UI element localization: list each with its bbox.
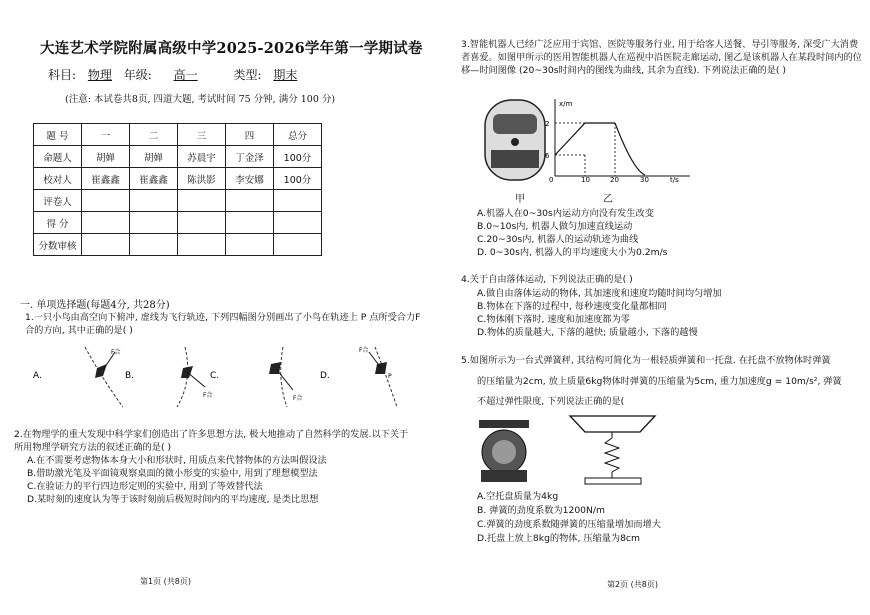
figure-b-caption: 乙: [603, 194, 613, 205]
exam-note: (注意: 本试卷共8页, 四道大题, 考试时间 75 分钟, 满分 100 分): [65, 94, 336, 105]
question-5-option-a: A.空托盘质量为4kg: [477, 491, 559, 502]
y-tick: 6: [545, 152, 550, 160]
question-2-option-c: C.在验证力的平行四边形定则的实验中, 用到了等效替代法: [27, 481, 263, 492]
score-table-cell: [274, 212, 322, 234]
score-table-cell: [226, 212, 274, 234]
question-3-option-b: B.0~10s内, 机器人做匀加速直线运动: [477, 221, 633, 232]
score-table-cell: [82, 212, 130, 234]
exam-meta: [48, 66, 305, 83]
x-tick: 30: [640, 176, 649, 184]
score-table-cell: 李安娜: [226, 168, 274, 190]
score-table-cell: 胡婵: [82, 146, 130, 168]
question-5-option-d: D.托盘上放上8kg的物体, 压缩量为8cm: [477, 533, 640, 544]
section-heading: 一. 单项选择题(每题4分, 共28分): [20, 300, 170, 311]
score-table-row: [34, 190, 322, 212]
subject-label: 科目:: [48, 68, 77, 82]
score-table-cell: [178, 190, 226, 212]
option-d-label: D.: [320, 371, 330, 381]
question-2-option-a: A.在不需要考虑物体本身大小和形状时, 用质点来代替物体的方法叫假设法: [27, 455, 327, 466]
force-label: F合: [111, 349, 121, 356]
score-table-row: [34, 124, 322, 146]
y-axis-label: x/m: [559, 100, 573, 108]
question-4-option-b: B.物体在下落的过程中, 每秒速度变化量都相同: [477, 301, 667, 312]
x-axis-label: t/s: [670, 176, 679, 184]
force-label: F合: [293, 395, 303, 402]
question-3-option-d: D. 0~30s内, 机器人的平均速度大小为0.2m/s: [477, 247, 668, 258]
score-table-cell: 二: [130, 124, 178, 146]
score-table-cell: [226, 234, 274, 256]
scale-photo-icon: [479, 420, 529, 482]
question-1-diagrams: [25, 342, 425, 412]
question-5-text-line-2b: g = 10m/s², 弹簧: [765, 376, 842, 387]
score-table-cell: 100分: [274, 168, 322, 190]
question-5-option-b: B. 弹簧的劲度系数为1200N/m: [477, 505, 605, 516]
question-5-text-line-1: 5.如图所示为一台式弹簧秤, 其结构可简化为一根轻质弹簧和一托盘. 在托盘不放物体时弹簧: [461, 355, 831, 366]
option-c-diagram: [210, 347, 302, 407]
score-table-cell: 总分: [274, 124, 322, 146]
question-4-option-c: C.物体刚下落时, 速度和加速度都为零: [477, 314, 630, 325]
grade-label: 年级:: [123, 68, 152, 82]
score-table-row-header: 分数审核: [34, 234, 82, 256]
question-5-text-line-2a: 的压缩量为2cm, 放上质量6kg物体时弹簧的压缩量为5cm, 重力加速度: [477, 376, 766, 387]
page-1-footer: 第1页 (共8页): [140, 577, 191, 586]
option-b-label: B.: [125, 371, 135, 381]
score-table-row-header: 校对人: [34, 168, 82, 190]
score-table-cell: 陈洪影: [178, 168, 226, 190]
question-5-option-c: C.弹簧的劲度系数随弹簧的压缩量增加而增大: [477, 519, 661, 530]
force-label: F合: [359, 347, 369, 354]
score-table-cell: [130, 190, 178, 212]
score-table-cell: 崔鑫鑫: [82, 168, 130, 190]
xt-line: [555, 123, 615, 155]
score-table-cell: 三: [178, 124, 226, 146]
score-table-row: [34, 146, 322, 168]
exam-title: 大连艺术学院附属高级中学2025-2026学年第一学期试卷: [40, 40, 423, 57]
option-b-diagram: [125, 347, 212, 407]
point-label: P: [388, 373, 392, 380]
question-3-option-c: C.20~30s内, 机器人的运动轨迹为曲线: [477, 234, 639, 245]
x-tick: 0: [549, 176, 554, 184]
trajectory-path: [375, 347, 397, 407]
score-table-cell: 苏晨宇: [178, 146, 226, 168]
score-table-cell: 崔鑫鑫: [130, 168, 178, 190]
page-2-footer: 第2页 (共8页): [607, 580, 658, 589]
xt-curve: [615, 123, 645, 175]
figure-a-caption: 甲: [515, 194, 525, 205]
option-c-label: C.: [210, 371, 220, 381]
score-table-row: [34, 234, 322, 256]
question-2-text: 2.在物理学的重大发现中科学家们创造出了许多思想方法, 极大地推动了自然科学的发展.以下关于所用物理学研究方法的叙述正确的是( ): [14, 429, 409, 453]
type-value: 期末: [273, 68, 298, 82]
score-table-cell: [130, 234, 178, 256]
x-tick: 10: [581, 176, 590, 184]
score-table-cell: [274, 234, 322, 256]
xt-graph: [545, 96, 695, 184]
spring-scale-figures: [475, 412, 695, 487]
type-label: 类型:: [233, 68, 262, 82]
force-arrow: [277, 370, 293, 390]
question-4-option-a: A.做自由落体运动的物体, 其加速度和速度均随时间均匀增加: [477, 288, 722, 299]
score-table-cell: 四: [226, 124, 274, 146]
score-table-cell: 丁金泽: [226, 146, 274, 168]
question-1-text: 1.一只小鸟由高空向下俯冲, 虚线为飞行轨迹, 下列四幅图分别画出了小鸟在轨迹上 P 点所受合力F合的方向, 其中正确的是( ): [25, 312, 421, 336]
score-table-row-header: 题 号: [34, 124, 82, 146]
subject-value: 物理: [87, 68, 112, 82]
question-4-text: 4.关于自由落体运动, 下列说法正确的是( ): [461, 274, 633, 285]
option-d-diagram: [320, 346, 397, 407]
option-a-label: A.: [33, 371, 42, 381]
question-2-option-b: B.借助激光笔及平面镜观察桌面的微小形变的实验中, 用到了理想模型法: [27, 468, 318, 479]
score-table-row: [34, 212, 322, 234]
score-table-row-header: 命题人: [34, 146, 82, 168]
y-tick: 2: [545, 120, 550, 128]
trajectory-path: [85, 347, 123, 407]
score-table-cell: 100分: [274, 146, 322, 168]
question-3-text: 3.智能机器人已经广泛应用于宾馆、医院等服务行业, 用于给客人送餐、导引等服务, 深受广大消费者喜爱。如图甲所示的医用智能机器人在巡视中沿医院走廊运动, 图乙是该机器人在某段时间内的位移—时间图像 (20~30s时间内的图线为曲线, 其余为直线). 下列说法正确的是( ): [461, 39, 862, 76]
score-table-cell: 胡婵: [130, 146, 178, 168]
question-5-text-line-3: 不超过弹性限度, 下列说法正确的是(: [477, 396, 625, 407]
question-4-option-d: D.物体的质量越大, 下落的越快; 质量越小, 下落的越慢: [477, 327, 698, 338]
trajectory-path: [281, 347, 287, 407]
score-table-cell: [226, 190, 274, 212]
score-table-cell: [274, 190, 322, 212]
force-label: F合: [203, 392, 213, 399]
score-table: [33, 123, 322, 256]
score-table-cell: [130, 212, 178, 234]
exam-page-2: [435, 0, 870, 615]
question-2-option-d: D.某时刻的速度认为等于该时刻前后极短时间内的平均速度, 是类比思想: [27, 494, 319, 505]
force-arrow: [369, 352, 381, 368]
spring-diagram-icon: [570, 416, 655, 484]
score-table-cell: [82, 234, 130, 256]
force-arrow: [187, 372, 205, 387]
option-a-diagram: [33, 347, 123, 407]
score-table-cell: 一: [82, 124, 130, 146]
score-table-cell: [178, 212, 226, 234]
score-table-cell: [178, 234, 226, 256]
grade-value: 高一: [173, 68, 198, 82]
question-5-text-line-2: [477, 375, 842, 388]
score-table-row-header: 评卷人: [34, 190, 82, 212]
score-table-row: [34, 168, 322, 190]
question-3-option-a: A.机器人在0~30s内运动方向没有发生改变: [477, 208, 654, 219]
score-table-cell: [82, 190, 130, 212]
score-table-row-header: 得 分: [34, 212, 82, 234]
x-tick: 20: [610, 176, 619, 184]
